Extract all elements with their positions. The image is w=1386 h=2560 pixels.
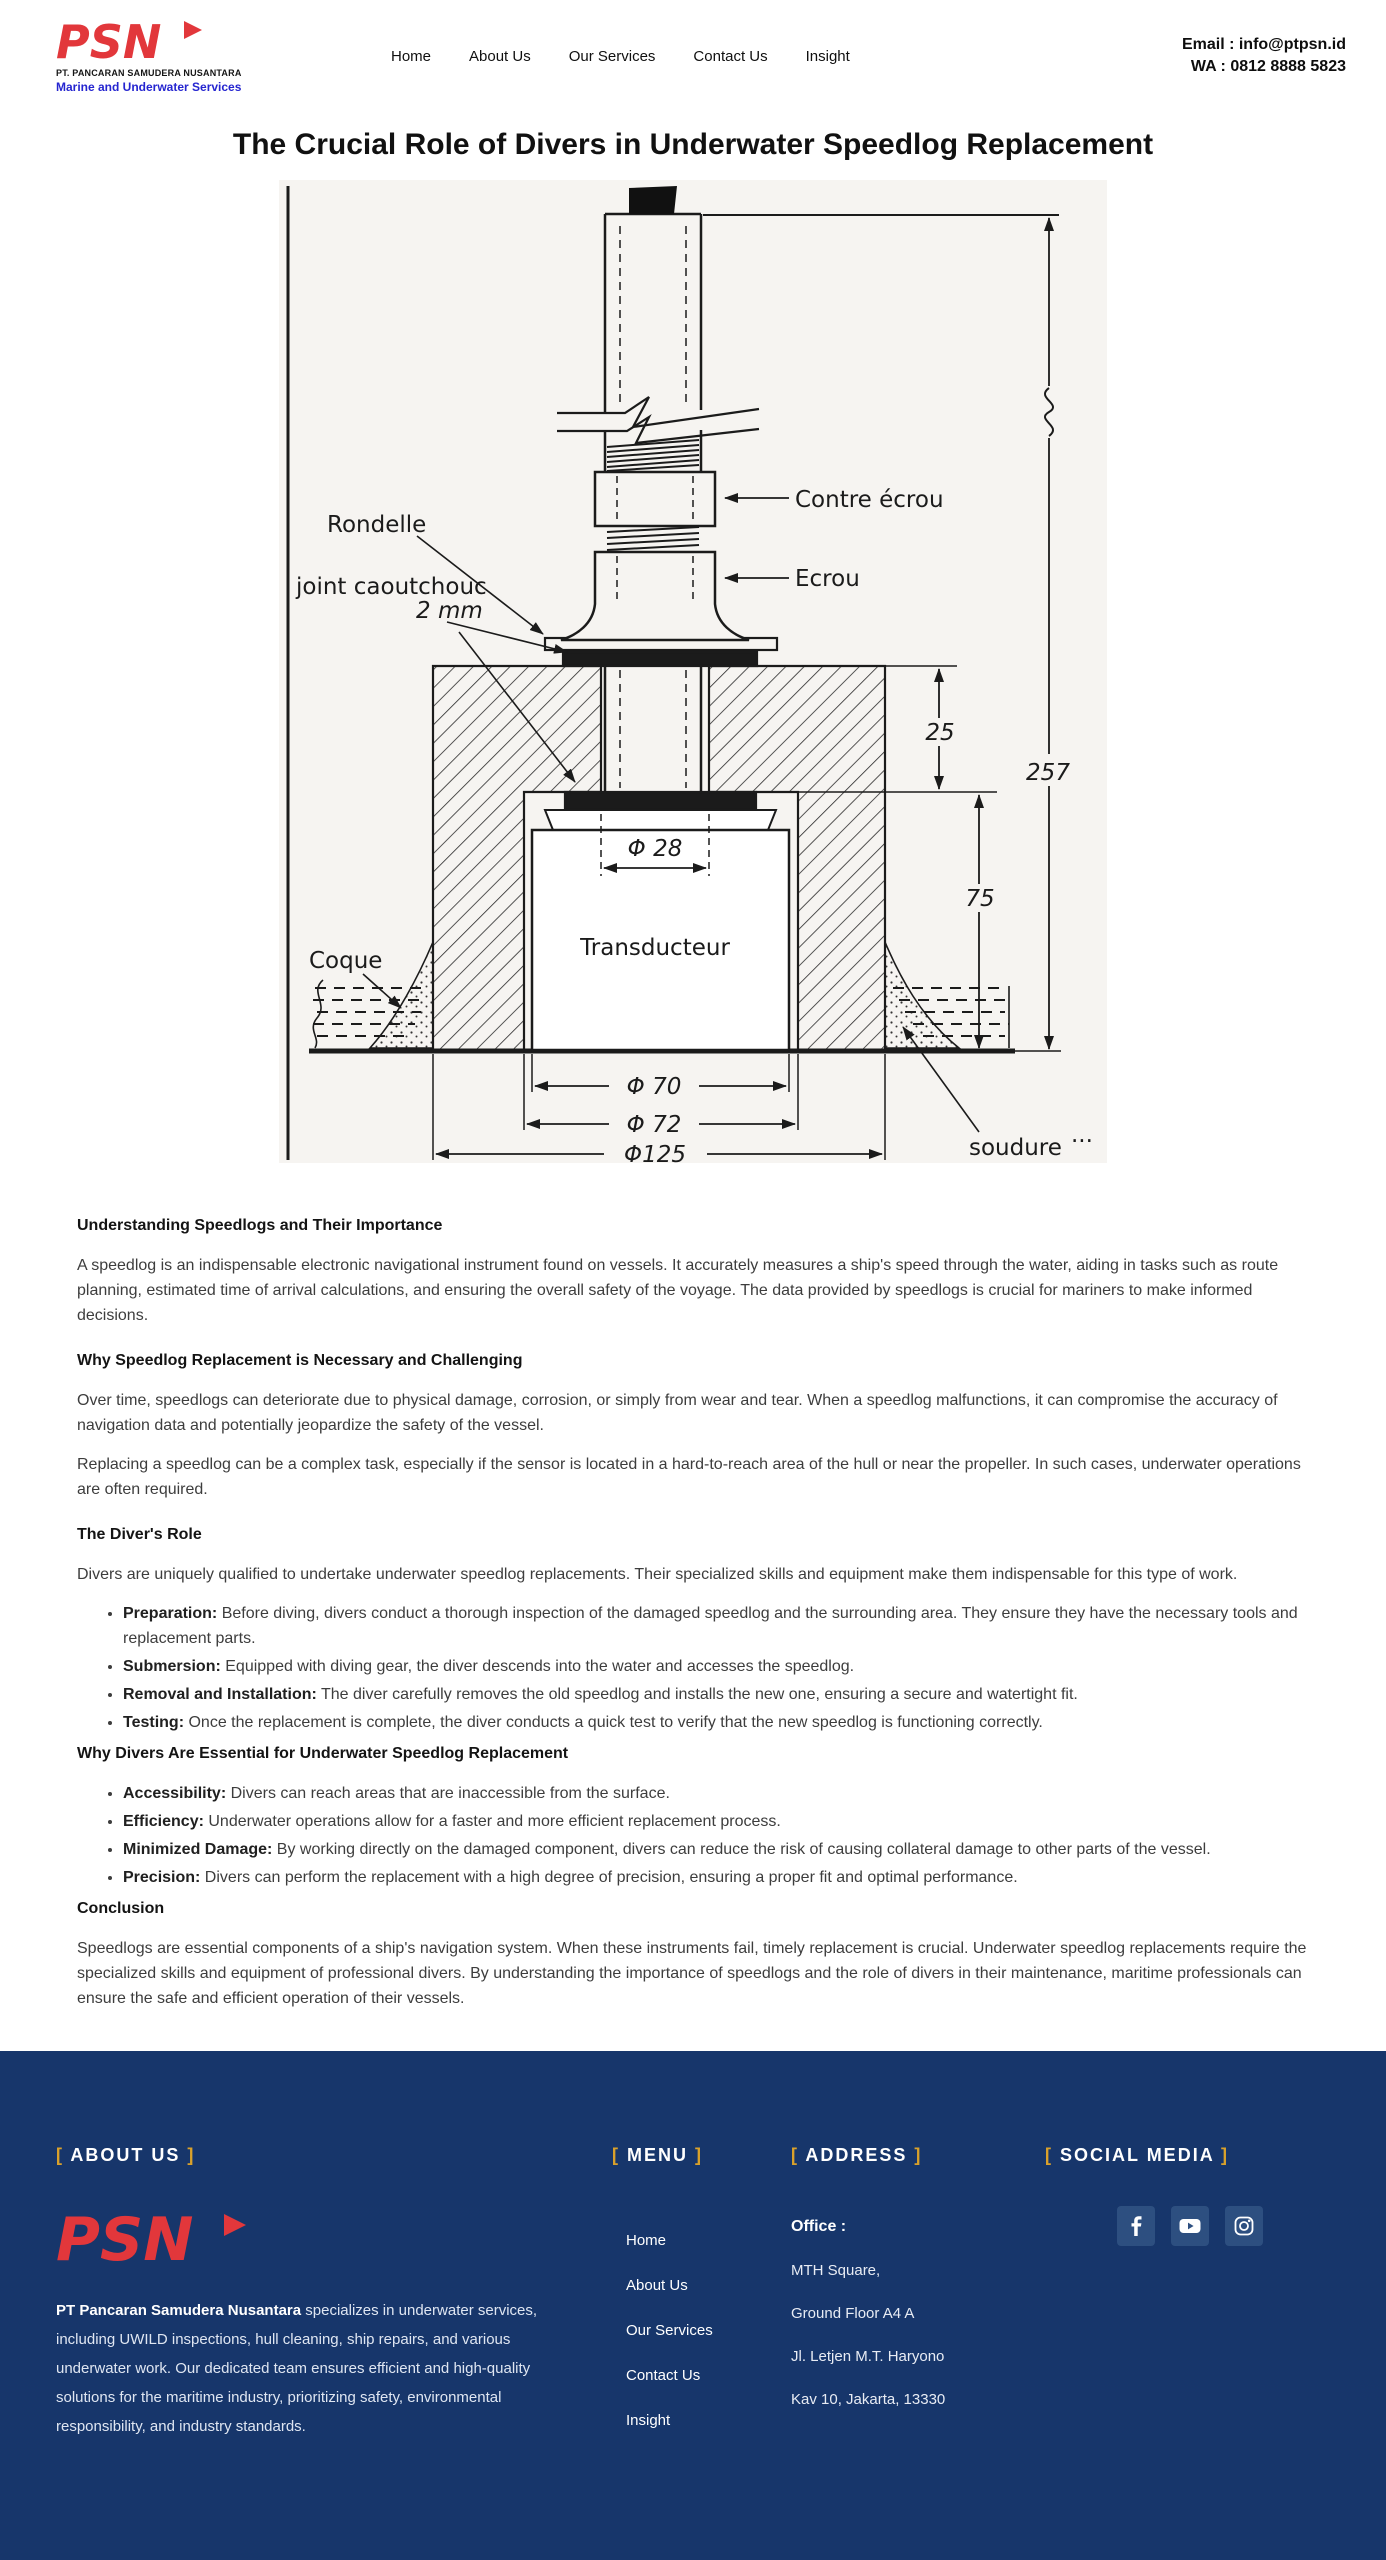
psn-logo-text: PSN xyxy=(56,15,162,69)
nav-about-us[interactable]: About Us xyxy=(469,47,531,65)
section-heading-why-replacement: Why Speedlog Replacement is Necessary and Challenging xyxy=(77,1352,523,1369)
speedlog-technical-drawing xyxy=(279,180,1107,1163)
bullet-text: Before diving, divers conduct a thorough inspection of the damaged speedlog and the surrounding area. They ensure they have the necessary tools and replacement parts. xyxy=(123,1605,1298,1647)
footer-about-text: PT Pancaran Samudera Nusantara specializes in underwater services, including UWILD inspections, hull cleaning, ship repairs, and various underwater work. Our dedicated team ensures efficient and high-quality solutions for the maritime industry, prioritizing safety, environmental responsibility, and industry standards. xyxy=(56,2302,538,2435)
diagram-dim-257: 257 xyxy=(1026,760,1070,786)
bullet-label: Efficiency: xyxy=(123,1813,204,1830)
bullet-label: Accessibility: xyxy=(123,1785,227,1802)
list-item xyxy=(123,1710,1309,1735)
bullet-text: Divers can reach areas that are inaccessible from the surface. xyxy=(226,1785,670,1802)
footer-about-column xyxy=(56,2145,548,2456)
logo-tagline: Marine and Underwater Services xyxy=(56,80,242,94)
paragraph: Speedlogs are essential components of a ship's navigation system. When these instruments fail, timely replacement is crucial. Underwater speedlog replacements require the specialized skills and equipment of professional divers. By understanding the importance of speedlogs and the role of divers in their maintenance, maritime professionals can ensure the safe and efficient operation of their vessels. xyxy=(77,1940,1307,2007)
contact-whatsapp: WA : 0812 8888 5823 xyxy=(1190,58,1346,75)
nav-home[interactable]: Home xyxy=(391,47,432,65)
diagram-label-joint-caoutchouc: joint caoutchouc xyxy=(296,574,487,600)
speedlog-diagram-figure xyxy=(279,180,1107,1163)
bullet-text: Once the replacement is complete, the diver conducts a quick test to verify that the new speedlog is functioning correctly. xyxy=(184,1714,1043,1731)
footer-menu-column xyxy=(612,2145,762,2457)
bullet-label: Removal and Installation: xyxy=(123,1686,317,1703)
list-item xyxy=(123,1865,1309,1890)
footer-about-bold: PT Pancaran Samudera Nusantara xyxy=(56,2302,302,2319)
footer-psn-logo-arrow-icon xyxy=(224,2214,246,2236)
diagram-dim-dia72: Φ 72 xyxy=(626,1112,682,1138)
site-footer xyxy=(0,2051,1386,2560)
bullet-label: Preparation: xyxy=(123,1605,218,1622)
footer-menu-contact-us[interactable]: Contact Us xyxy=(626,2367,701,2384)
bracket-open: [ xyxy=(56,2145,64,2165)
bullet-label: Minimized Damage: xyxy=(123,1841,273,1858)
footer-menu-insight[interactable]: Insight xyxy=(626,2412,671,2429)
list-item xyxy=(123,1601,1309,1651)
list-item xyxy=(123,1837,1309,1862)
paragraph: Over time, speedlogs can deteriorate due to physical damage, corrosion, or simply from wear and tear. When a speedlog malfunctions, it can compromise the accuracy of navigation data and potentially jeopardize the safety of the vessel. xyxy=(77,1392,1278,1434)
nav-our-services[interactable]: Our Services xyxy=(568,47,656,65)
footer-menu-about-us[interactable]: About Us xyxy=(626,2277,688,2294)
list-item xyxy=(123,1682,1309,1707)
divers-role-list xyxy=(77,1601,1309,1735)
paragraph: A speedlog is an indispensable electronic navigational instrument found on vessels. It accurately measures a ship's speed through the water, aiding in tasks such as route planning, estimated time of arrival calculations, and ensuring the overall safety of the voyage. The data provided by speedlogs is crucial for mariners to make informed decisions. xyxy=(77,1257,1279,1324)
paragraph: Replacing a speedlog can be a complex task, especially if the sensor is located in a hard-to-reach area of the hull or near the propeller. In such cases, underwater operations are often required. xyxy=(77,1456,1301,1498)
nav-insight[interactable]: Insight xyxy=(805,47,850,65)
bullet-text: Underwater operations allow for a faster and more efficient replacement process. xyxy=(203,1813,781,1830)
youtube-icon[interactable] xyxy=(1171,2206,1209,2246)
footer-about-heading: [ ABOUT US ] xyxy=(56,2145,196,2165)
diagram-dim-dia125: Φ125 xyxy=(623,1142,687,1163)
footer-social-column xyxy=(1045,2145,1305,2246)
diagram-dim-75: 75 xyxy=(965,886,995,912)
footer-address-line: Kav 10, Jakarta, 13330 xyxy=(791,2391,946,2408)
bullet-label: Precision: xyxy=(123,1869,201,1886)
bullet-label: Testing: xyxy=(123,1714,185,1731)
footer-address-line: Ground Floor A4 A xyxy=(791,2305,915,2322)
nav-contact-us[interactable]: Contact Us xyxy=(693,47,768,65)
footer-address-line: Jl. Letjen M.T. Haryono xyxy=(791,2348,945,2365)
footer-social-heading: [ SOCIAL MEDIA ] xyxy=(1045,2145,1230,2165)
why-essential-list xyxy=(77,1781,1309,1890)
logo-company-name: PT. PANCARAN SAMUDERA NUSANTARA xyxy=(56,68,242,78)
footer-psn-logo[interactable] xyxy=(56,2205,194,2275)
paragraph: Divers are uniquely qualified to undertake underwater speedlog replacements. Their specialized skills and equipment make them indispensable for this type of work. xyxy=(77,1566,1238,1583)
list-item xyxy=(123,1809,1309,1834)
section-heading-understanding: Understanding Speedlogs and Their Importance xyxy=(77,1217,443,1234)
diagram-label-transducteur: Transducteur xyxy=(580,935,730,961)
section-heading-conclusion: Conclusion xyxy=(77,1900,165,1917)
psn-logo[interactable] xyxy=(56,15,286,94)
site-header xyxy=(0,0,1386,110)
diagram-soudure-dots: ... xyxy=(1071,1122,1093,1148)
diagram-label-soudure: soudure xyxy=(969,1135,1062,1161)
footer-menu-home[interactable]: Home xyxy=(626,2232,667,2249)
diagram-dim-25: 25 xyxy=(925,720,955,746)
bullet-label: Submersion: xyxy=(123,1658,221,1675)
article-body xyxy=(77,1193,1309,2025)
main-nav xyxy=(391,48,850,65)
footer-psn-logo-text: PSN xyxy=(56,2205,194,2275)
footer-menu-list xyxy=(612,2232,762,2430)
bullet-text: Divers can perform the replacement with a high degree of precision, ensuring a proper fit and optimal performance. xyxy=(200,1869,1018,1886)
diagram-label-rondelle: Rondelle xyxy=(327,512,427,538)
diagram-dim-dia28: Φ 28 xyxy=(627,836,683,862)
list-item xyxy=(123,1654,1309,1679)
section-heading-divers-role: The Diver's Role xyxy=(77,1526,202,1543)
list-item xyxy=(123,1781,1309,1806)
footer-social-icons xyxy=(1045,2206,1305,2246)
instagram-icon[interactable] xyxy=(1225,2206,1263,2246)
bullet-text: The diver carefully removes the old speedlog and installs the new one, ensuring a secure and watertight fit. xyxy=(316,1686,1078,1703)
diagram-dim-dia70: Φ 70 xyxy=(626,1074,682,1100)
diagram-label-joint-size: 2 mm xyxy=(416,598,483,624)
bullet-text: By working directly on the damaged component, divers can reduce the risk of causing collateral damage to other parts of the vessel. xyxy=(272,1841,1211,1858)
footer-address-line: MTH Square, xyxy=(791,2262,881,2279)
psn-logo-arrow-icon xyxy=(184,21,202,39)
bullet-text: Equipped with diving gear, the diver descends into the water and accesses the speedlog. xyxy=(220,1658,855,1675)
page-title: The Crucial Role of Divers in Underwater Speedlog Replacement xyxy=(232,128,1154,161)
diagram-label-coque: Coque xyxy=(309,948,383,974)
diagram-label-ecrou: Ecrou xyxy=(795,566,860,592)
section-heading-why-essential: Why Divers Are Essential for Underwater Speedlog Replacement xyxy=(77,1745,569,1762)
header-contact xyxy=(1182,34,1346,78)
footer-menu-our-services[interactable]: Our Services xyxy=(626,2322,713,2339)
diagram-label-contre-ecrou: Contre écrou xyxy=(795,487,944,513)
contact-email: Email : info@ptpsn.id xyxy=(1181,36,1346,53)
bracket-close: ] xyxy=(187,2145,196,2165)
footer-address-column xyxy=(791,2145,1041,2408)
footer-menu-heading: [ MENU ] xyxy=(612,2145,704,2165)
footer-address-heading: [ ADDRESS ] xyxy=(791,2145,923,2165)
facebook-icon[interactable] xyxy=(1117,2206,1155,2246)
footer-office-label: Office : xyxy=(791,2218,847,2235)
